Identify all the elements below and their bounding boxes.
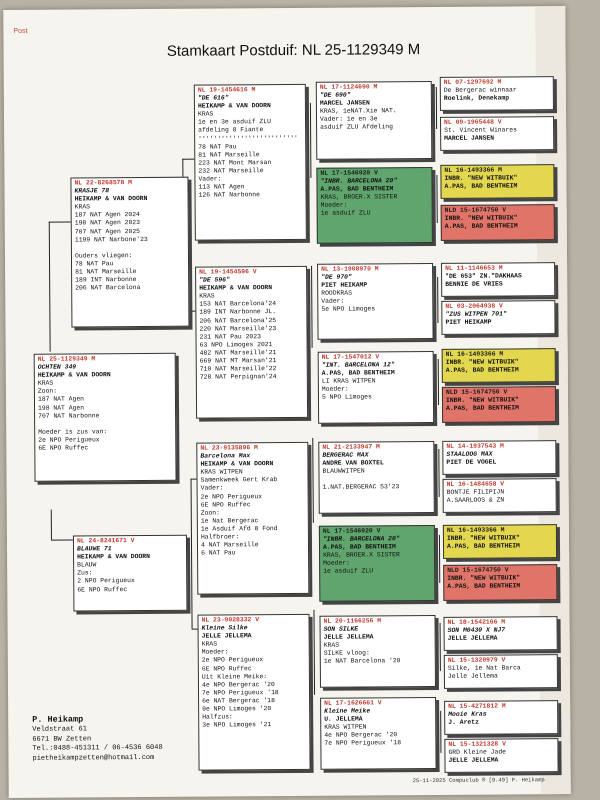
breeder: A.PAS, BAD BENTHEIM (445, 366, 519, 375)
breeder: HEIKAMP & VAN DOORN (37, 371, 111, 379)
info-line: 4e NPO Bergerac '20 (324, 731, 398, 740)
pigeon-name: "INBR. BARCELONA 20" (322, 535, 400, 543)
page-title: Stamkaart Postduif: NL 25-1129349 M (166, 41, 421, 60)
connector-line (182, 159, 194, 160)
breeder: MARCEL JANSEN (319, 99, 370, 107)
breeder: A.PAS, BAD BENTHEIM (322, 543, 396, 551)
info-line: 113 NAT Agen (198, 183, 245, 191)
pedigree-card-sire (70, 177, 189, 328)
pigeon-name: "ZUS WITPEN 701" (445, 310, 507, 318)
pigeon-name: INBR. "NEW WITBUIK" (444, 174, 518, 182)
info-line: 78 NAT Pau (75, 260, 114, 268)
ring-number: NLD 15-1674750 V (447, 566, 509, 574)
pigeon-name: Barcelona Max (200, 452, 251, 460)
info-line: 187 NAT Agen (37, 395, 85, 404)
owner-email: pietheikampzetten@hotmail.com (32, 753, 155, 763)
ring-number: NL 21-2133947 M (322, 443, 380, 451)
breeder: JELLE JELLEMA (201, 632, 252, 640)
pigeon-name: St. Vincent Winares (444, 126, 518, 134)
info-line: 2e NPO Perigueux (38, 436, 100, 444)
pedigree-card-gen4 (442, 348, 556, 383)
ring-number: NL 19-1454616 M (197, 86, 256, 94)
info-line: 669 NAT MT Marsan'21 (199, 357, 277, 365)
pedigree-card-gen4 (443, 524, 557, 559)
ring-number: NL 17-1124690 M (319, 83, 378, 91)
breeder: A.SAARLOOS & ZN (446, 496, 505, 505)
ring-number: NL 15-1320979 V (447, 656, 506, 664)
info-line: 153 NAT Barcelona'24 (199, 300, 277, 308)
pigeon-name: SON M0430 X NJ7 (447, 626, 506, 634)
info-line: 6e NAT Bergerac '18 (202, 697, 275, 705)
info-line: KRAS (197, 110, 214, 118)
info-line: 63 NPO Limoges 2021 (199, 340, 273, 349)
info-line: KRAS (323, 641, 340, 650)
info-line: BLAUW (77, 561, 97, 569)
breeder: HEIKAMP & VAN DOORN (200, 460, 274, 468)
connector-line (310, 103, 312, 178)
info-line: 1e Asduif Afd 8 Fond (200, 525, 278, 533)
info-line: Ouders vliegen: (74, 251, 133, 260)
pedigree-card-gen2 (196, 442, 309, 595)
pigeon-name: INBR. "NEW WITBUIK" (445, 396, 519, 404)
pigeon-name: KRASJE 78 (74, 187, 110, 195)
connector-line (49, 222, 51, 352)
ring-number: NL 17-1626661 V (324, 699, 382, 707)
breeder: A.PAS, BAD BENTHEIM (444, 182, 518, 191)
info-line: 6E NPO Ruffec (38, 444, 89, 452)
info-line: KRAS, BROER.X SISTER (320, 193, 398, 202)
info-line: 232 NAT Marseille (198, 167, 264, 175)
info-line: 2e NPO Perigueux (201, 656, 264, 665)
ring-number: NL 24-8241671 V (76, 537, 135, 545)
owner-block (32, 713, 163, 764)
info-line: Samenkweek Gert Krab (200, 476, 278, 484)
pedigree-card-dam (73, 535, 188, 612)
info-line: 189 INT Narbonne JL. (199, 308, 277, 317)
info-line: 187 NAT Agen 2024 (74, 211, 140, 219)
pedigree-card-gen3 (317, 263, 434, 340)
ring-number: NL 13-1908970 M (321, 265, 379, 273)
info-line: Moeder: (320, 201, 348, 210)
pedigree-card-gen4 (443, 564, 557, 601)
pigeon-name: SON SILKE (323, 625, 359, 633)
ring-number: NL 20-1166256 M (323, 617, 382, 625)
info-line: 81 NAT Marseille (198, 150, 260, 159)
breeder: BENNIE DE VRIES (445, 280, 503, 289)
info-line: 1e asduif ZLU (320, 209, 371, 218)
ring-number: NL 16-1493366 M (446, 526, 505, 534)
info-line: 1e NAT Barcelona '20 (323, 657, 401, 666)
ring-number: NL 17-1546920 V (320, 169, 378, 177)
ring-number: NL 09-1965448 V (444, 118, 502, 126)
info-line: 1e Nat Bergerac (200, 517, 259, 525)
info-line: Vader: 1e en 3e (320, 115, 378, 124)
pedigree-card-gen4 (440, 164, 554, 199)
breeder: HEIKAMP & VAN DOORN (199, 284, 273, 292)
info-line: 220 NAT Marseille'23 (199, 324, 277, 333)
pigeon-name: "DE 596" (199, 276, 230, 284)
ring-number: NLD 15-1674750 V (445, 388, 508, 396)
pigeon-name: STAALOOG MAX (446, 450, 493, 458)
info-line: 4e NPO Bergerac '20 (201, 680, 275, 689)
pigeon-name: Silke, 1e Nat Barca (447, 664, 521, 672)
info-line: Moeder: (201, 648, 229, 656)
pigeon-name: "INT. BARCELONA 12" (321, 361, 395, 369)
pedigree-card-gen4 (441, 300, 555, 335)
pigeon-name: GRD Kleine Jade (448, 748, 507, 756)
info-line: asduif ZLU Afdeling (320, 123, 393, 132)
connector-line (438, 449, 439, 497)
pedigree-card-gen4 (444, 738, 558, 773)
breeder: JELLE JELLEMA (323, 633, 374, 641)
pigeon-name: "DE 653" ZN."DAKHAAS (445, 272, 522, 280)
ring-number: NL 11-1146653 M (445, 264, 503, 272)
pigeon-name: Kleine Silke (201, 624, 248, 632)
breeder: Jelle Jellema (447, 672, 498, 681)
breeder: JELLE JELLEMA (448, 756, 499, 765)
ring-number: NL 18-1542166 M (447, 618, 506, 626)
info-line: 6E NPO Ruffec (200, 500, 251, 509)
info-line: KRAS (74, 203, 91, 211)
breeder: A.PAS, BAD BENTHEIM (321, 369, 395, 377)
ring-number: NL 15-4271812 M (448, 702, 506, 710)
corner-text: Post (13, 27, 28, 35)
info-line: 7e NPO Perigueux '18 (324, 739, 402, 748)
info-line: 9e NPO Limoges '20 (202, 705, 272, 713)
ring-number: NLD 15-1674750 V (444, 206, 507, 214)
pigeon-name: BONTJE FILIPIJN (446, 488, 505, 496)
ring-number: NL 15-1321328 V (448, 740, 506, 748)
pigeon-name: Mooie Kras (448, 710, 487, 718)
ring-number: NL 16-1493366 M (444, 166, 502, 174)
pedigree-card-gen4 (444, 654, 558, 689)
info-line: 4 NAT Marseille (200, 541, 259, 549)
connector-line (51, 539, 73, 540)
pedigree-card-gen4 (441, 204, 555, 241)
ring-number: NL 03-2064938 V (445, 302, 503, 310)
info-line: KRAS (37, 379, 54, 388)
pedigree-card-gen4 (441, 262, 555, 297)
info-line: afdeling 8 Fiante (198, 126, 264, 135)
connector-line (440, 711, 441, 753)
owner-phone: Tel.:0488-451311 / 06-4536 6048 (32, 743, 163, 753)
breeder: A.PAS, BAD BENTHEIM (446, 404, 519, 413)
info-line: BLAUWWITPEN (322, 467, 365, 476)
pedigree-card-gen2 (197, 614, 310, 771)
ring-number: NL 07-1297692 M (443, 78, 502, 86)
pedigree-card-gen4 (442, 440, 556, 475)
pigeon-name: "DE 616" (197, 94, 229, 102)
breeder: PIET HEIKAMP (445, 318, 492, 327)
info-line: Zoon: (37, 387, 58, 396)
footer-text: 25-11-2025 Compuclub ® [9.49] P. Heikamp (412, 776, 545, 785)
info-line: 707 NAT Narbonne (38, 411, 100, 420)
ring-number: NL 19-1454596 V (199, 268, 257, 276)
info-line: KRAS (199, 292, 215, 300)
connector-line (311, 266, 313, 348)
info-line: 6E NPO Ruffec (77, 585, 128, 594)
connector-line (313, 610, 315, 695)
ring-number: NL 16-1484658 V (446, 480, 505, 488)
pedigree-card-gen4 (443, 478, 557, 513)
breeder: HEIKAMP & VAN DOORN (77, 553, 150, 561)
pedigree-card-gen3 (316, 167, 433, 244)
info-line: Uit Kleine Meike: (201, 672, 268, 681)
info-line: 5 NPO Limoges (321, 393, 372, 402)
ring-number: NL 23-9135896 M (200, 444, 258, 452)
ring-number: NL 17-1546920 V (322, 527, 381, 535)
pigeon-name: BLAUWE 71 (76, 545, 112, 553)
breeder: A.PAS, BAD BENTHEIM (447, 582, 521, 591)
owner-address: Veldstraat 61 (32, 725, 87, 734)
pedigree-card-gen4 (440, 116, 554, 151)
breeder: PIET HEIKAMP (321, 281, 368, 289)
pigeon-name: "DE 690" (319, 91, 351, 99)
info-line: KRAS (201, 640, 218, 648)
breeder: A.PAS, BAD BENTHEIM (444, 222, 518, 231)
info-line: 3e NPO Limoges '21 (202, 721, 272, 729)
connector-line (439, 535, 440, 583)
info-line: 707 NAT Agen 2025 (74, 227, 141, 236)
info-line: 5e NPO Limoges (321, 305, 376, 314)
connector-line (49, 222, 71, 223)
info-line: Zoon: (200, 509, 220, 517)
info-line: 2 NPO Perigueux (77, 577, 135, 585)
info-line: Moeder: (323, 559, 351, 568)
info-line: Zus: (77, 569, 93, 577)
pigeon-name: De Bergerac winnaar (443, 86, 517, 94)
pedigree-card-gen3 (319, 615, 435, 688)
connector-line (437, 277, 438, 323)
connector-line (440, 623, 441, 671)
pigeon-name: INBR. "NEW WITBUIK" (447, 574, 521, 582)
pedigree-card-gen4 (444, 700, 558, 735)
pedigree-card-gen4 (444, 616, 558, 651)
info-line: 6E NPO Ruffec (201, 664, 252, 673)
pigeon-name: INBR. "NEW WITBUIK" (444, 214, 518, 222)
pedigree-card-gen3 (320, 697, 436, 770)
info-line: 1e en 3e asduif ZLU (198, 118, 271, 126)
info-line: ROODKRAS (321, 289, 352, 298)
info-line: 7e NPO Perigueux '18 (202, 688, 279, 697)
info-line: 81 NAT Marseille (75, 268, 137, 276)
ring-number: NL 14-1937543 M (446, 442, 504, 450)
pedigree-card-gen2 (194, 84, 307, 241)
info-line: 126 NAT Narbonne (198, 191, 260, 199)
info-line: Halfzus: (202, 713, 233, 721)
breeder: HEIKAMP & VAN DOORN (74, 195, 148, 203)
info-line: Vader: (200, 484, 224, 493)
breeder: PIET DE VOGEL (446, 458, 497, 467)
pigeon-name: INBR. "NEW WITBUIK" (446, 534, 520, 542)
owner-postcode: 6671 BW Zetten (32, 734, 92, 744)
breeder: MARCEL JANSEN (444, 134, 495, 143)
info-line: KRAS WITPEN (324, 723, 367, 732)
pedigree-card-gen4 (442, 386, 556, 423)
info-line: 223 NAT Mont Marsan (198, 158, 272, 167)
ring-number: NL 25-1129349 M (37, 355, 96, 363)
pedigree-card-gen3 (319, 525, 436, 602)
info-line: Moeder is zus van: (38, 428, 108, 436)
info-line: 1e asduif ZLU (323, 567, 374, 576)
info-line: Halfbroer: (200, 533, 240, 541)
connector-line (438, 359, 439, 405)
pigeon-name: INBR. "NEW WITBUIK" (445, 358, 519, 366)
info-line: 189 INT Narbonne (75, 276, 137, 284)
info-line: 1199 NAT Narbone'23 (74, 235, 148, 244)
info-line: 206 NAT Barcelona'25 (199, 316, 277, 325)
ring-number: NL 23-9028332 V (201, 616, 260, 624)
breeder: HEIKAMP & VAN DOORN (197, 102, 271, 110)
info-line: 78 NAT Pau (198, 143, 237, 151)
connector-line (436, 175, 437, 223)
info-line: 482 NAT Marseille'21 (199, 349, 277, 357)
pigeon-name: OCHTEN 349 (37, 363, 77, 371)
owner-name: P. Heikamp (32, 714, 84, 725)
pedigree-card-gen3 (318, 351, 434, 424)
info-line: Vader: (321, 297, 345, 306)
breeder: A.PAS, BAD BENTHEIM (320, 185, 394, 193)
breeder: J. Aretz (448, 718, 479, 727)
info-line: SILKE vloog: (323, 649, 370, 658)
info-line: KRAS, BROER.X SISTER (323, 551, 400, 560)
pedigree-card-gen3 (316, 81, 433, 160)
ring-number: NL 16-1493366 M (445, 350, 504, 358)
breeder: JELLE JELLEMA (447, 634, 498, 643)
info-line: '''''''''''''''''''''''''' (198, 134, 298, 143)
pedigree-card-gen2 (195, 266, 308, 419)
info-line: 231 NAT Pau 2023 (199, 332, 261, 341)
info-line: KRAS WITPEN (200, 468, 243, 476)
info-line: 198 NAT Agen (38, 403, 85, 412)
breeder: A.PAS, BAD BENTHEIM (446, 542, 520, 551)
pigeon-name: BERGERAC MAX (322, 451, 369, 459)
pedigree-sheet (3, 6, 570, 798)
ring-number: NL 22-8268578 M (74, 179, 133, 187)
connector-line (191, 479, 193, 629)
ring-number: NL 17-1547012 V (321, 353, 380, 361)
pedigree-card-gen4 (440, 76, 554, 111)
info-line: KRAS, 1eNAT.Xie NAT. (319, 107, 397, 116)
connector-line (436, 87, 437, 129)
pigeon-name: Kleine Meike (324, 707, 371, 715)
info-line: 6 NAT Pau (201, 549, 236, 557)
info-line: 1.NAT.BERGERAC 53'23 (322, 483, 400, 492)
pedigree-card-subject (34, 353, 177, 482)
pigeon-name: "INBR. BARCELONA 20" (320, 177, 398, 185)
info-line: 198 NAT Agen 2023 (74, 219, 140, 227)
info-line: 206 NAT Barcelona (75, 284, 141, 292)
connector-line (312, 438, 314, 523)
info-line: 2e NPO Perigueux (200, 492, 263, 501)
breeder: ANDRE VAN BOXTEL (322, 459, 384, 467)
pedigree-card-gen3 (318, 441, 434, 514)
info-line: 710 NAT Marseille'22 (199, 365, 277, 373)
connector-line (51, 510, 52, 540)
breeder: U. JELLEMA (324, 715, 363, 723)
info-line: Moeder: (321, 385, 349, 394)
pigeon-name: "DE 970" (321, 273, 352, 281)
info-line: 728 NAT Perpignan'24 (199, 373, 277, 381)
info-line: LI KRAS WITPEN (321, 377, 376, 386)
breeder: Roelink, Denekamp (443, 94, 510, 103)
info-line: Vader: (198, 175, 222, 183)
